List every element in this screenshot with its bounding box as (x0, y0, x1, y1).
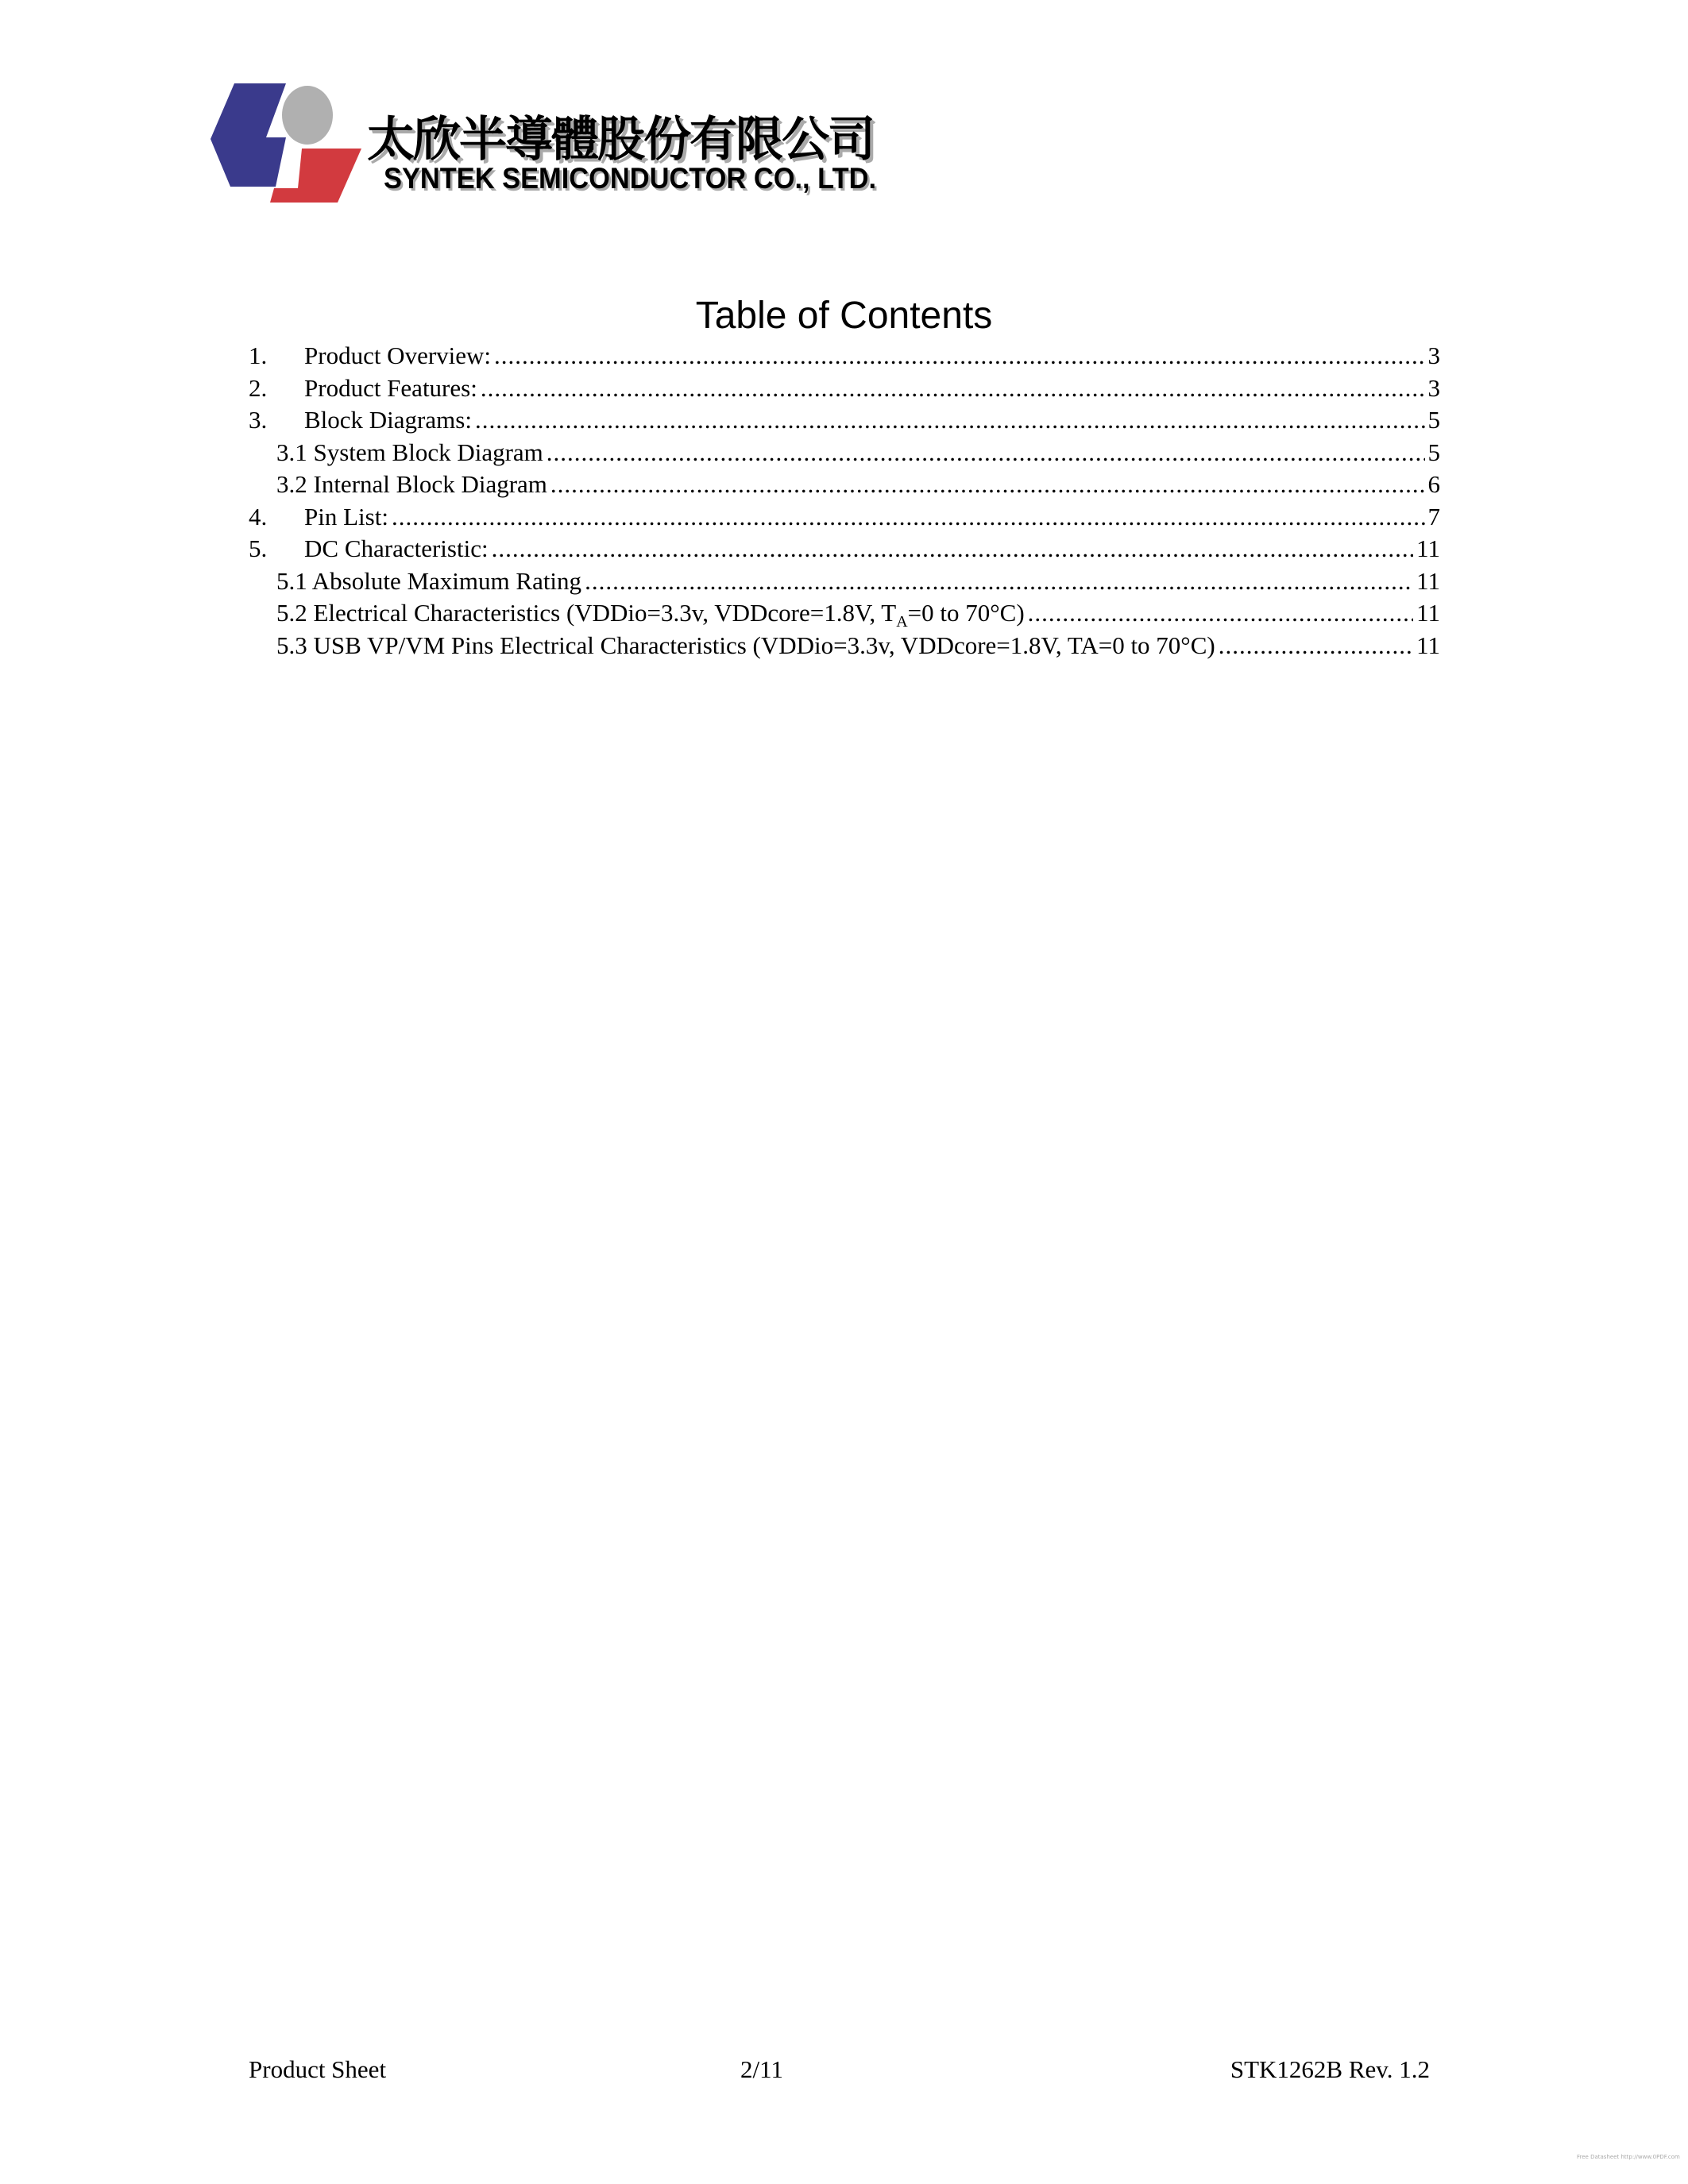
toc-subentry[interactable] (249, 631, 1440, 664)
logo-blue-shape (211, 83, 286, 187)
company-name-english: SYNTEK SEMICONDUCTOR CO., LTD. (384, 162, 877, 195)
watermark: Free Datasheet http://www.0PDF.com (1577, 2154, 1680, 2160)
toc-page: 3 (1427, 341, 1440, 369)
toc-page: 6 (1427, 470, 1440, 498)
table-of-contents (249, 341, 1440, 663)
toc-subentry[interactable] (249, 567, 1440, 600)
footer-left: Product Sheet (249, 2055, 387, 2083)
toc-page: 11 (1416, 599, 1440, 627)
toc-label: 5.3 USB VP/VM Pins Electrical Characteristics (VDDio=3.3v, VDDcore=1.8V, TA=0 to 70°C) (276, 631, 1215, 659)
toc-page: 11 (1416, 631, 1440, 659)
toc-label: Pin List: (304, 502, 388, 531)
toc-page: 7 (1427, 502, 1440, 531)
toc-label-subscript: A (896, 613, 908, 631)
toc-label: 3.2 Internal Block Diagram (276, 470, 547, 498)
footer-page-number: 2/11 (740, 2055, 783, 2083)
toc-subentry[interactable] (249, 470, 1440, 503)
toc-label: 5.1 Absolute Maximum Rating (276, 566, 582, 595)
toc-label: Product Features: (304, 373, 477, 402)
toc-leader (494, 341, 1424, 370)
toc-label: 3.1 System Block Diagram (276, 438, 543, 466)
toc-leader (492, 534, 1414, 563)
company-logo (211, 83, 361, 210)
toc-page: 11 (1416, 566, 1440, 595)
toc-label: Product Overview: (304, 341, 492, 369)
toc-label-text: 5.2 Electrical Characteristics (VDDio=3.3v, VDDcore=1.8V, T (276, 599, 897, 627)
toc-number: 1. (249, 341, 268, 369)
logo-gray-circle (282, 86, 333, 145)
toc-page: 5 (1427, 406, 1440, 434)
toc-label (276, 599, 1025, 631)
toc-number: 2. (249, 373, 268, 402)
toc-leader (475, 406, 1425, 434)
toc-leader (1028, 599, 1413, 627)
toc-leader (585, 567, 1413, 596)
logo-red-shape (270, 149, 361, 203)
toc-number: 4. (249, 502, 268, 531)
company-name-chinese: 太欣半導體股份有限公司 (367, 112, 874, 168)
toc-entry[interactable] (249, 374, 1440, 407)
toc-leader (547, 438, 1425, 467)
toc-leader (550, 470, 1425, 499)
page-title: Table of Contents (695, 295, 993, 337)
toc-entry[interactable] (249, 341, 1440, 374)
toc-label-text: =0 to 70°C) (907, 599, 1025, 627)
toc-leader (392, 503, 1425, 531)
toc-subentry[interactable] (249, 599, 1440, 631)
toc-number: 3. (249, 406, 268, 434)
toc-label: DC Characteristic: (304, 534, 489, 562)
toc-entry[interactable] (249, 503, 1440, 535)
toc-leader (481, 374, 1425, 403)
toc-subentry[interactable] (249, 438, 1440, 471)
toc-page: 3 (1427, 373, 1440, 402)
footer-right: STK1262B Rev. 1.2 (1230, 2055, 1430, 2083)
toc-entry[interactable] (249, 406, 1440, 438)
toc-entry[interactable] (249, 534, 1440, 567)
toc-label: Block Diagrams: (304, 406, 472, 434)
toc-leader (1219, 631, 1413, 660)
toc-page: 11 (1416, 534, 1440, 562)
toc-number: 5. (249, 534, 268, 562)
toc-page: 5 (1427, 438, 1440, 466)
